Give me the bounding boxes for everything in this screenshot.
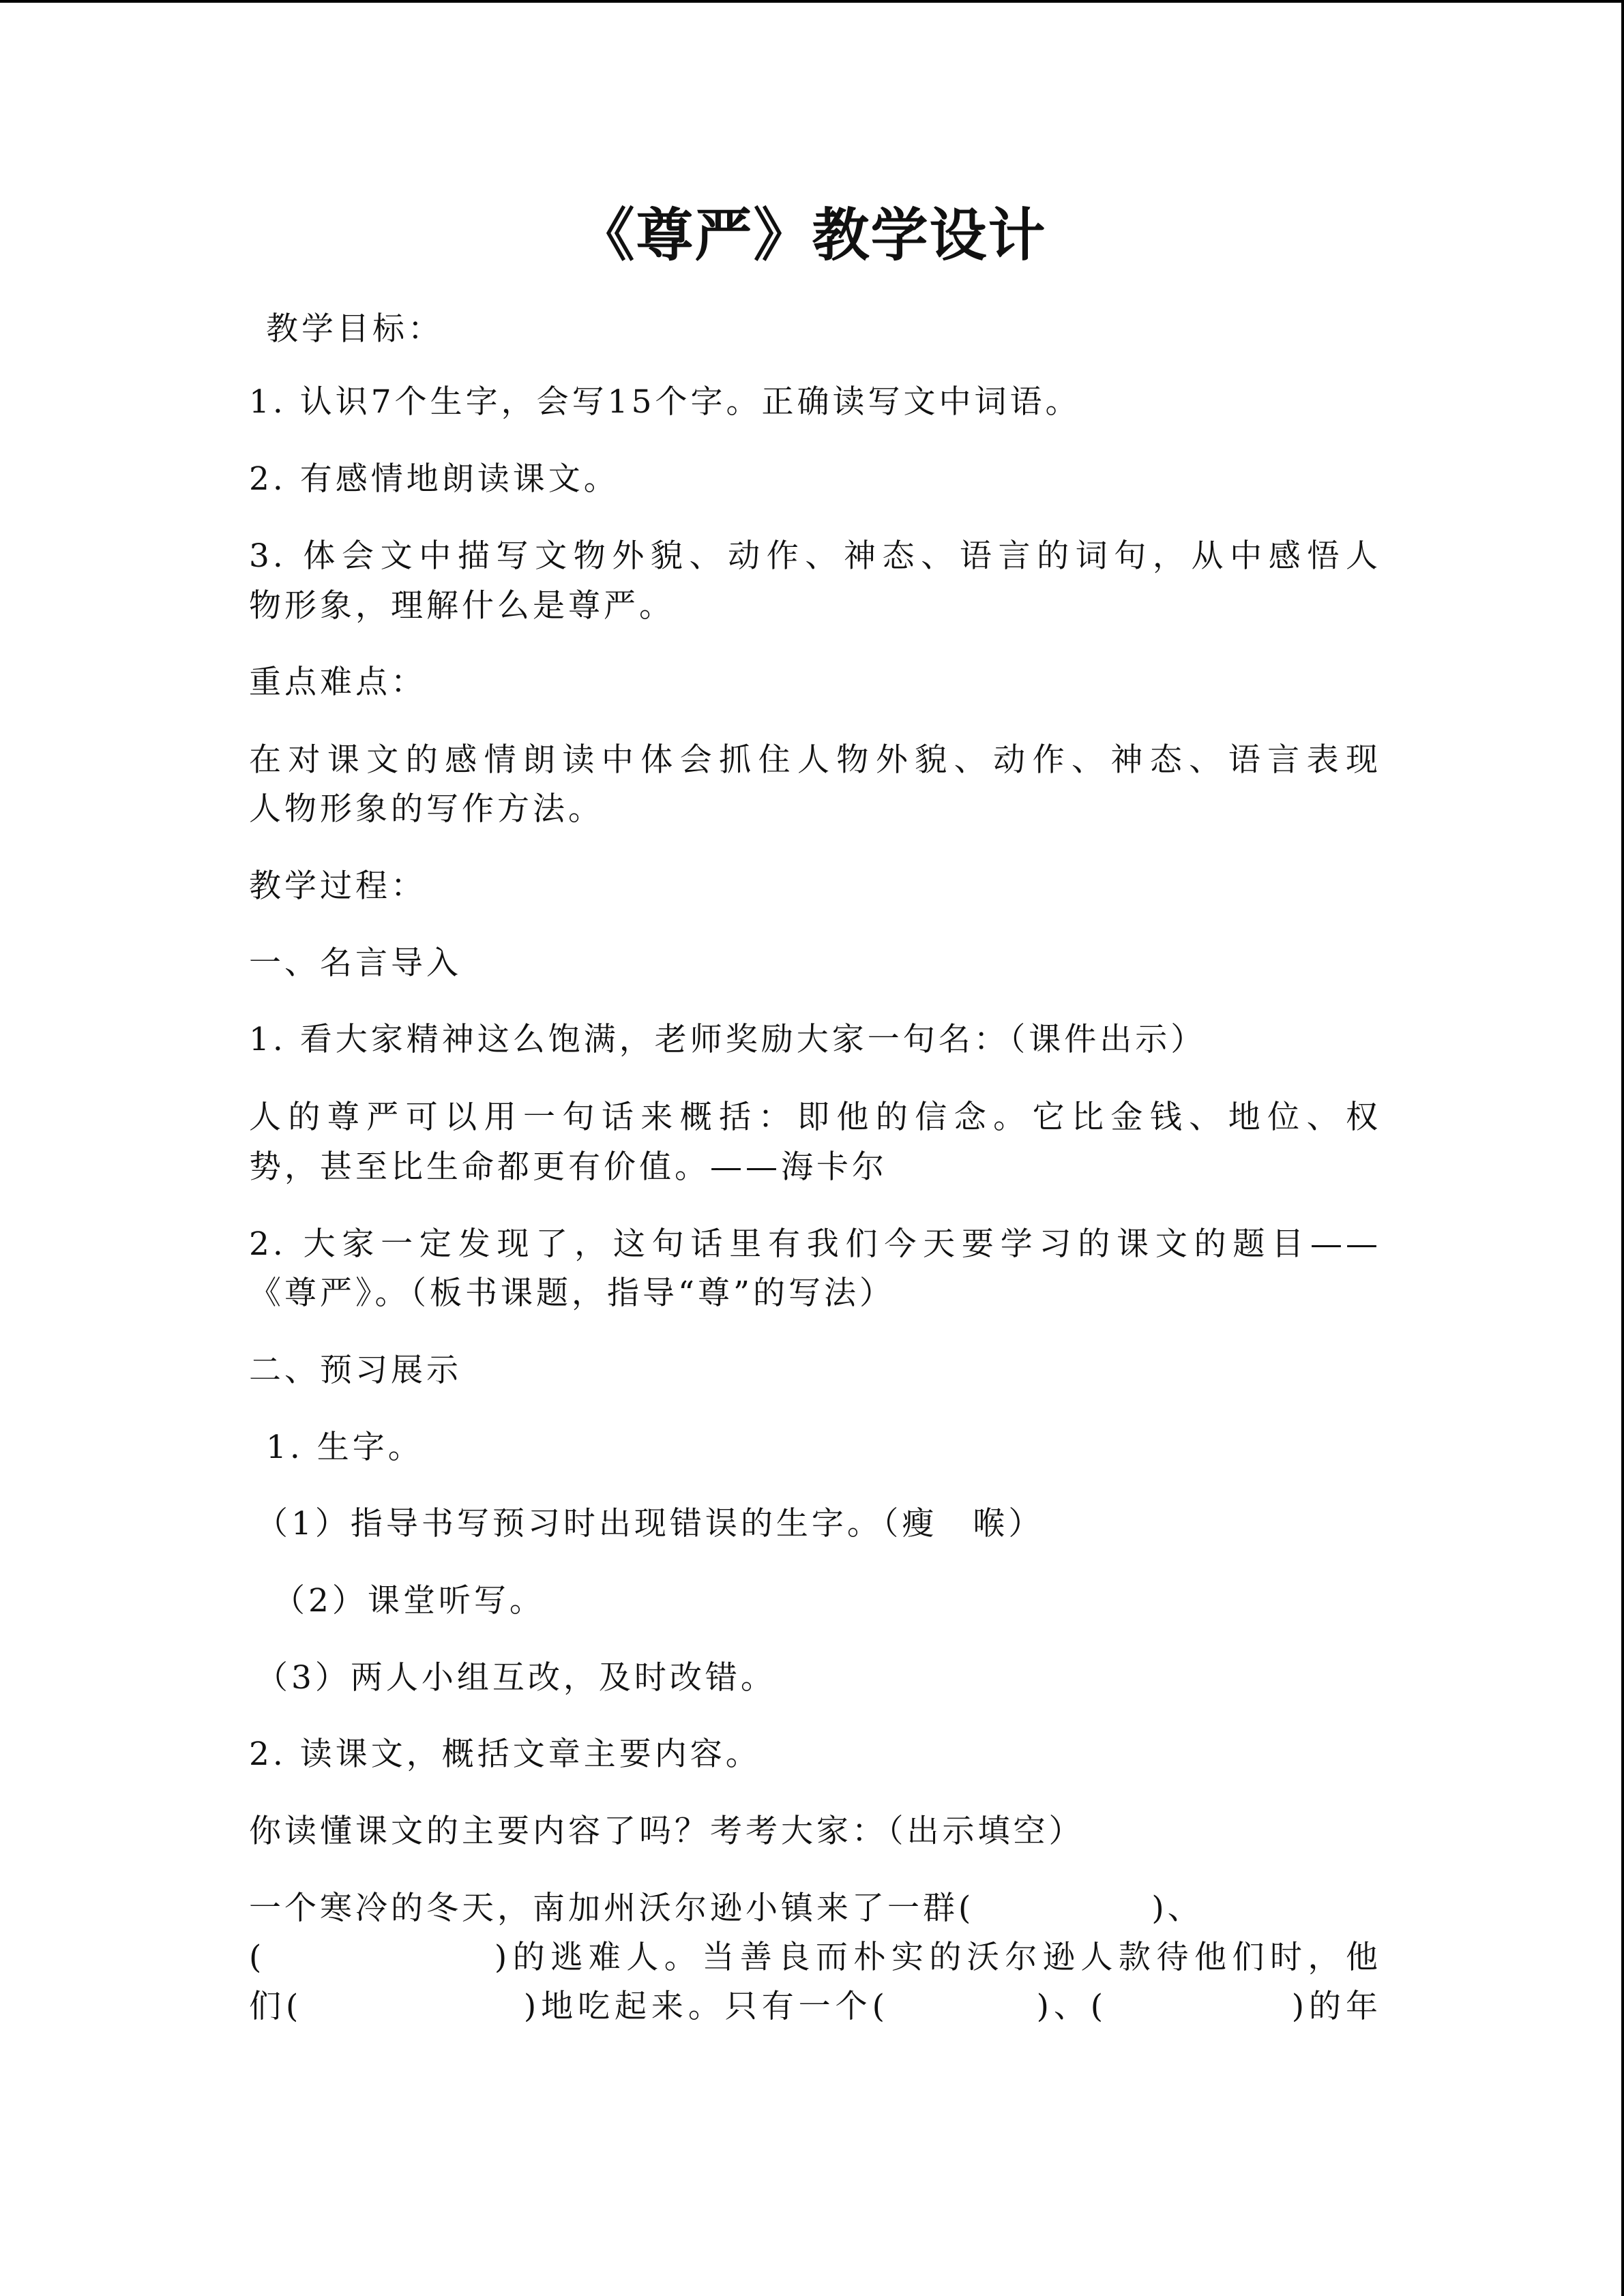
preview-item-2: 2. 读课文，概括文章主要内容。 (249, 1735, 761, 1773)
preview-subitem-2: （2）课堂听写。 (273, 1582, 545, 1620)
process-item-2-line-2: 《尊严》。（板书课题，指导“尊”的写法） (249, 1274, 896, 1312)
page-title: 《尊严》教学设计 (577, 202, 1047, 269)
fill-blank-prompt: 你读懂课文的主要内容了吗？考考大家：（出示填空） (249, 1813, 1084, 1850)
objective-item-2: 2. 有感情地朗读课文。 (249, 460, 619, 498)
right-border (1621, 0, 1624, 2296)
fill-blank-line-2: ( )的逃难人。当善良而朴实的沃尔逊人款待他们时，他 (249, 1939, 1381, 1976)
section-heading-key-points: 重点难点： (249, 664, 426, 701)
top-border (0, 0, 1624, 3)
process-item-1: 1. 看大家精神这么饱满，老师奖励大家一句名：（课件出示） (249, 1021, 1207, 1058)
key-points-line-1: 在对课文的感情朗读中体会抓住人物外貌、动作、神态、语言表现 (249, 741, 1381, 779)
key-points-line-2: 人物形象的写作方法。 (249, 790, 604, 828)
preview-subitem-1: （1）指导书写预习时出现错误的生字。（瘦 喉） (256, 1505, 1044, 1542)
section-heading-objectives: 教学目标： (266, 310, 443, 348)
quote-line-1: 人的尊严可以用一句话来概括：即他的信念。它比金钱、地位、权 (249, 1099, 1381, 1136)
fill-blank-line-3: 们( )地吃起来。只有一个( )、( )的年 (249, 1988, 1381, 2025)
quote-line-2: 势，甚至比生命都更有价值。——海卡尔 (249, 1148, 887, 1186)
preview-subitem-3: （3）两人小组互改，及时改错。 (256, 1659, 776, 1697)
objective-item-1: 1. 认识7个生字，会写15个字。正确读写文中词语。 (249, 383, 1081, 421)
part-heading-2: 二、预习展示 (249, 1352, 462, 1389)
objective-item-3-line-1: 3. 体会文中描写文物外貌、动作、神态、语言的词句，从中感悟人 (249, 537, 1381, 575)
section-heading-process: 教学过程： (249, 867, 426, 905)
part-heading-1: 一、名言导入 (249, 944, 462, 982)
objective-item-3-line-2: 物形象，理解什么是尊严。 (249, 587, 675, 625)
fill-blank-line-1: 一个寒冷的冬天，南加州沃尔逊小镇来了一群( )、 (249, 1890, 1203, 1927)
process-item-2-line-1: 2. 大家一定发现了，这句话里有我们今天要学习的课文的题目—— (249, 1225, 1381, 1263)
preview-item-1: 1. 生字。 (266, 1429, 424, 1466)
